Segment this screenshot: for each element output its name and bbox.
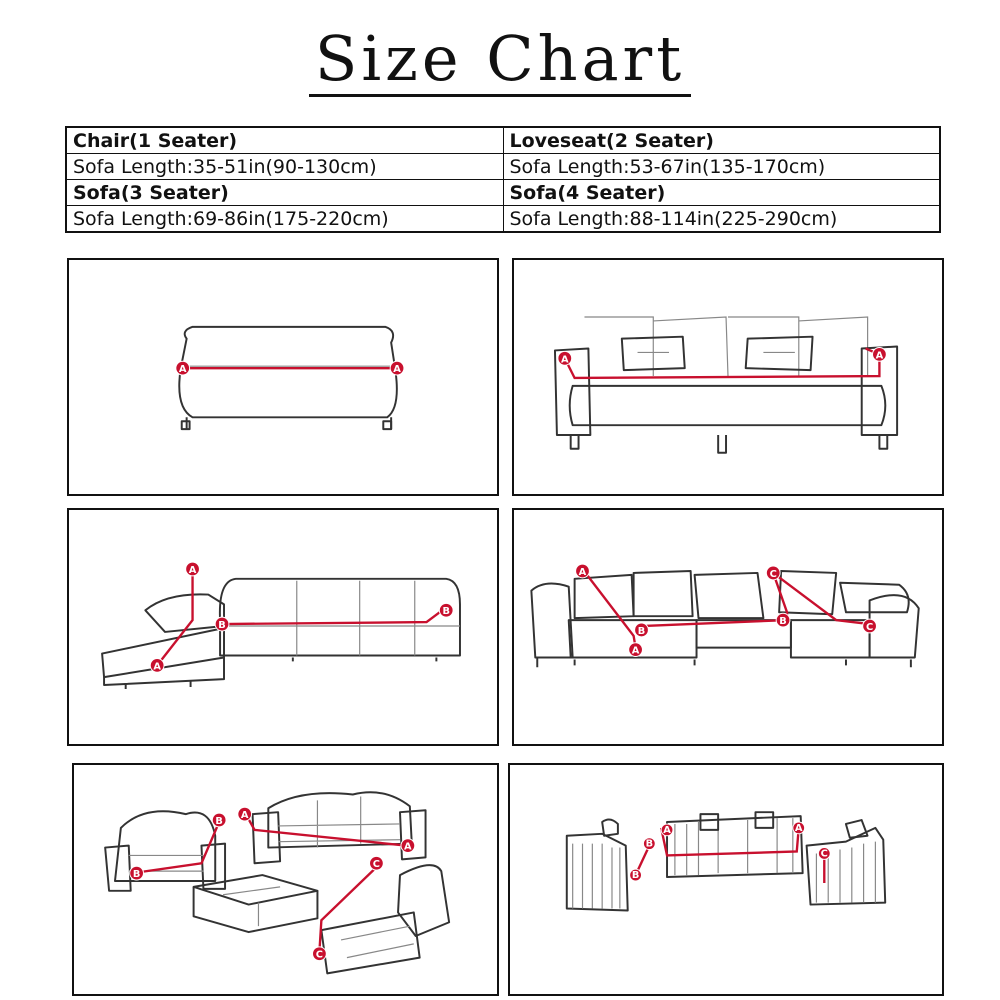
- svg-text:A: A: [240, 810, 249, 822]
- svg-text:A: A: [188, 564, 197, 576]
- svg-text:B: B: [215, 815, 223, 827]
- chair-illustration: [69, 260, 497, 494]
- table-cell-length: Sofa Length:35-51in(90-130cm): [66, 154, 503, 180]
- svg-text:A: A: [875, 350, 884, 362]
- measurement-marker: [150, 658, 164, 672]
- measurement-marker: [390, 361, 404, 375]
- living-room-set-illustration: [74, 765, 497, 994]
- measurement-marker: [370, 856, 384, 870]
- svg-text:C: C: [865, 621, 874, 633]
- measurement-marker: [215, 617, 229, 631]
- table-cell-length: Sofa Length:69-86in(175-220cm): [66, 206, 503, 233]
- table-cell-heading: Sofa(3 Seater): [66, 180, 503, 206]
- svg-text:A: A: [178, 364, 187, 376]
- measurement-marker: [439, 603, 453, 617]
- svg-text:A: A: [663, 824, 671, 836]
- measurement-marker: [818, 848, 830, 860]
- table-cell-heading: Loveseat(2 Seater): [503, 127, 940, 154]
- svg-text:C: C: [372, 859, 381, 871]
- svg-text:A: A: [153, 661, 161, 673]
- svg-text:C: C: [769, 568, 777, 580]
- measurement-marker: [793, 822, 805, 834]
- svg-text:B: B: [132, 869, 141, 881]
- table-row: [66, 180, 940, 206]
- page-title: Size Chart: [0, 22, 1000, 97]
- measurement-marker: [401, 839, 415, 853]
- measurement-marker: [558, 351, 572, 365]
- table-row: [66, 127, 940, 154]
- measurement-marker: [238, 807, 252, 821]
- measurement-marker: [873, 348, 887, 362]
- svg-text:B: B: [631, 870, 640, 882]
- measurement-marker: [766, 566, 780, 580]
- measurement-marker: [212, 813, 226, 827]
- table-cell-length: Sofa Length:53-67in(135-170cm): [503, 154, 940, 180]
- svg-text:B: B: [645, 838, 654, 850]
- table-cell-heading: Chair(1 Seater): [66, 127, 503, 154]
- living-room-set-diagram-panel: [72, 763, 499, 996]
- measurement-marker: [635, 623, 649, 637]
- svg-text:C: C: [315, 949, 324, 961]
- measurement-marker: [863, 619, 877, 633]
- table-row: [66, 206, 940, 233]
- chair-diagram-panel: [67, 258, 499, 496]
- measurement-marker: [661, 824, 673, 836]
- svg-text:B: B: [637, 625, 646, 637]
- table-row: [66, 154, 940, 180]
- measurement-marker: [643, 838, 655, 850]
- measurement-marker: [576, 564, 590, 578]
- svg-text:A: A: [393, 364, 401, 376]
- three-piece-set-diagram-panel: [508, 763, 944, 996]
- u-sectional-illustration: [514, 510, 942, 744]
- measurement-marker: [313, 947, 327, 961]
- table-cell-length: Sofa Length:88-114in(225-290cm): [503, 206, 940, 233]
- measurement-marker: [629, 643, 643, 657]
- svg-text:A: A: [404, 841, 412, 853]
- l-sectional-illustration: [69, 510, 497, 744]
- measurement-marker: [630, 869, 642, 881]
- svg-text:A: A: [578, 566, 587, 578]
- table-cell-heading: Sofa(4 Seater): [503, 180, 940, 206]
- u-sectional-diagram-panel: [512, 508, 944, 746]
- svg-text:A: A: [631, 645, 640, 657]
- loveseat-diagram-panel: [512, 258, 944, 496]
- size-table: [65, 126, 941, 233]
- measurement-marker: [176, 361, 190, 375]
- svg-text:A: A: [560, 354, 569, 366]
- three-piece-set-illustration: [510, 765, 942, 994]
- l-sectional-diagram-panel: [67, 508, 499, 746]
- measurement-marker: [776, 613, 790, 627]
- svg-text:B: B: [218, 619, 226, 631]
- svg-text:C: C: [820, 848, 828, 860]
- svg-text:B: B: [779, 616, 787, 628]
- measurement-marker: [130, 866, 144, 880]
- loveseat-illustration: [514, 260, 942, 494]
- svg-text:A: A: [794, 822, 803, 834]
- svg-text:B: B: [442, 606, 450, 618]
- measurement-marker: [186, 562, 200, 576]
